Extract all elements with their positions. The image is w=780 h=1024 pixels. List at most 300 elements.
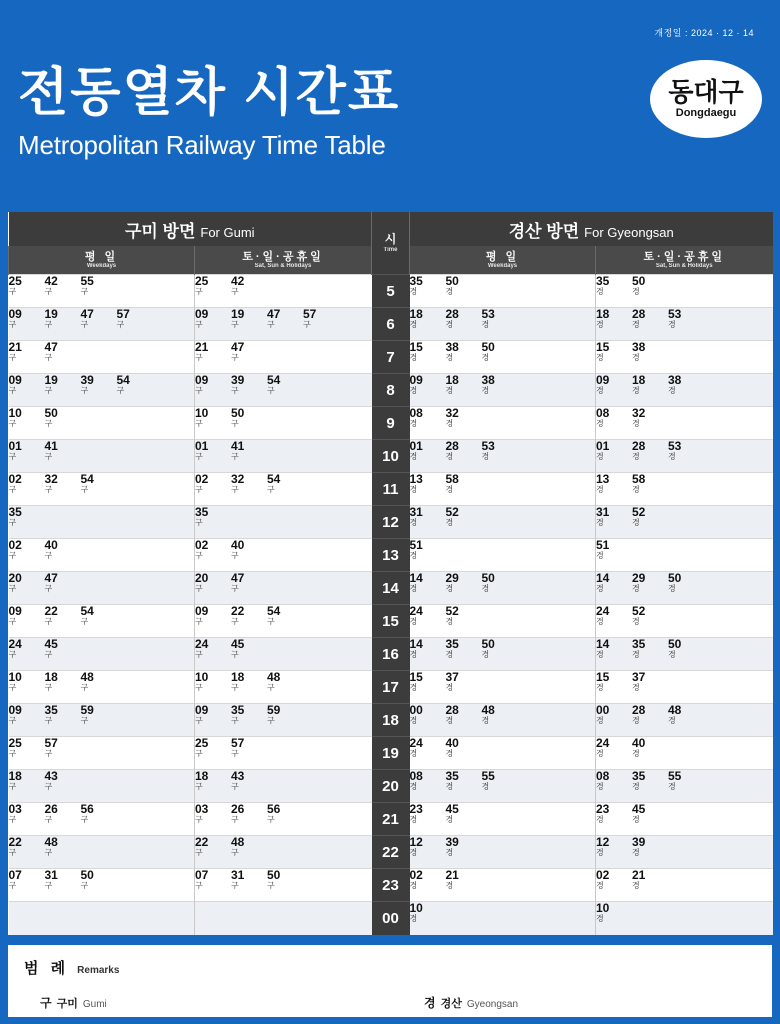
trip-minute: 28	[632, 439, 646, 453]
trip-destination-code: 경	[632, 451, 640, 461]
trip-entry	[45, 275, 81, 296]
hour-cell: 11	[372, 473, 410, 506]
hour-cell: 15	[372, 605, 410, 638]
legend-item-gyeongsan	[424, 994, 518, 1011]
trip-entry	[45, 638, 81, 659]
trip-destination-code: 구	[8, 484, 17, 494]
trip-entry	[231, 605, 267, 626]
trip-destination-code: 경	[481, 352, 490, 362]
trip-minute: 20	[195, 571, 209, 585]
page-header	[0, 0, 780, 212]
trip-minute: 45	[632, 802, 646, 816]
trip-entry	[632, 803, 668, 824]
trip-entry	[9, 869, 45, 890]
trip-entry	[410, 407, 446, 428]
trip-entry	[596, 902, 632, 923]
label-holiday-en: Sat, Sun & Holidays	[254, 262, 312, 269]
trip-destination-code: 경	[409, 550, 418, 560]
trip-entry	[81, 275, 117, 296]
trip-minute: 50	[231, 406, 245, 420]
trip-destination-code: 구	[80, 484, 89, 494]
trip-destination-code: 구	[80, 682, 89, 692]
trip-destination-code: 구	[231, 484, 239, 494]
time-cell	[9, 704, 195, 737]
trip-destination-code: 구	[8, 451, 17, 461]
legend-label-gyeongsan-en: Gyeongsan	[466, 998, 519, 1010]
trip-minute: 14	[596, 637, 610, 651]
trip-minute: 00	[409, 703, 423, 717]
time-cell	[195, 671, 372, 704]
trip-entry	[410, 572, 446, 593]
trip-minute: 56	[80, 802, 94, 816]
time-cell	[410, 605, 596, 638]
trip-minute: 02	[8, 538, 22, 552]
trip-destination-code: 경	[445, 517, 454, 527]
trip-destination-code: 구	[195, 649, 203, 659]
trip-destination-code: 구	[195, 385, 203, 395]
trip-entry	[596, 506, 632, 527]
direction-header-gyeongsan	[410, 212, 773, 246]
trip-minute: 58	[632, 472, 646, 486]
time-cell	[195, 770, 372, 803]
trip-entry	[231, 704, 267, 725]
label-weekday-en-2: Weekdays	[487, 262, 518, 269]
trip-destination-code: 구	[44, 550, 53, 560]
trip-entry	[231, 374, 267, 395]
trip-entry	[195, 704, 231, 725]
trip-minute: 09	[195, 307, 209, 321]
time-cell	[410, 671, 596, 704]
trip-entry	[410, 341, 446, 362]
time-cell	[9, 605, 195, 638]
trip-entry	[410, 275, 446, 296]
trip-entry	[596, 737, 632, 758]
trip-minute: 39	[80, 373, 94, 387]
time-cell	[410, 341, 596, 374]
direction-gyeongsan-english: For Gyeongsan	[584, 224, 674, 240]
trip-minute: 52	[632, 505, 646, 519]
trip-destination-code: 구	[231, 748, 239, 758]
trip-entry	[81, 704, 117, 725]
trip-minute: 57	[116, 307, 130, 321]
time-cell	[9, 869, 195, 902]
trip-destination-code: 경	[596, 649, 604, 659]
trip-minute: 54	[80, 604, 94, 618]
trip-destination-code: 구	[231, 682, 239, 692]
time-cell	[195, 638, 372, 671]
trip-entry	[632, 275, 668, 296]
trip-entry	[410, 308, 446, 329]
time-cell	[410, 869, 596, 902]
trip-entry	[668, 440, 704, 461]
trip-destination-code: 구	[195, 616, 203, 626]
trip-minute: 09	[596, 373, 610, 387]
trip-entry	[9, 506, 45, 527]
trip-entry	[231, 638, 267, 659]
trip-minute: 18	[8, 769, 22, 783]
time-cell	[195, 473, 372, 506]
daytype-header-gumi-weekday	[9, 246, 195, 275]
trip-entry	[231, 803, 267, 824]
trip-destination-code: 구	[44, 715, 53, 725]
trip-destination-code: 경	[445, 847, 454, 857]
trip-minute: 15	[596, 340, 610, 354]
trip-entry	[482, 341, 518, 362]
trip-entry	[9, 539, 45, 560]
hour-header-korean: 시	[384, 231, 397, 246]
trip-minute: 55	[80, 274, 94, 288]
trip-minute: 01	[596, 439, 610, 453]
trip-minute: 50	[445, 274, 459, 288]
trip-entry	[632, 836, 668, 857]
trip-destination-code: 경	[445, 616, 454, 626]
table-row	[9, 374, 773, 407]
trip-minute: 08	[409, 769, 423, 783]
trip-minute: 35	[44, 703, 58, 717]
trip-entry	[267, 308, 303, 329]
trip-destination-code: 구	[44, 847, 53, 857]
trip-minute: 29	[445, 571, 459, 585]
time-cell	[596, 275, 773, 308]
trip-minute: 28	[632, 307, 646, 321]
trip-destination-code: 구	[80, 319, 89, 329]
trip-minute: 50	[481, 340, 495, 354]
trip-minute: 50	[668, 637, 682, 651]
trip-entry	[596, 605, 632, 626]
trip-destination-code: 구	[195, 748, 203, 758]
time-cell	[410, 473, 596, 506]
trip-entry	[446, 407, 482, 428]
trip-minute: 15	[596, 670, 610, 684]
trip-entry	[81, 671, 117, 692]
trip-destination-code: 경	[596, 847, 604, 857]
timetable-board	[8, 212, 772, 935]
time-cell	[195, 836, 372, 869]
legend-code-gyeongsan: 경	[424, 995, 436, 1010]
hour-cell: 00	[372, 902, 410, 935]
trip-minute: 01	[195, 439, 209, 453]
trip-entry	[195, 308, 231, 329]
trip-entry	[231, 770, 267, 791]
trip-destination-code: 경	[596, 418, 604, 428]
time-cell	[195, 869, 372, 902]
table-row	[9, 902, 773, 935]
trip-entry	[45, 341, 81, 362]
trip-minute: 55	[481, 769, 495, 783]
trip-destination-code: 구	[231, 715, 239, 725]
trip-minute: 35	[632, 769, 646, 783]
trip-minute: 38	[445, 340, 459, 354]
trip-minute: 02	[8, 472, 22, 486]
trip-destination-code: 경	[632, 418, 640, 428]
trip-entry	[45, 407, 81, 428]
trip-destination-code: 경	[596, 682, 604, 692]
trip-entry	[81, 803, 117, 824]
trip-entry	[81, 308, 117, 329]
trip-entry	[410, 506, 446, 527]
trip-entry	[410, 671, 446, 692]
trip-minute: 40	[632, 736, 646, 750]
trip-entry	[267, 704, 303, 725]
table-row	[9, 539, 773, 572]
hour-cell: 19	[372, 737, 410, 770]
trip-entry	[632, 473, 668, 494]
time-cell	[195, 539, 372, 572]
trip-destination-code: 구	[116, 385, 125, 395]
trip-destination-code: 경	[481, 451, 490, 461]
trip-entry	[9, 836, 45, 857]
trip-destination-code: 구	[8, 715, 17, 725]
trip-entry	[231, 341, 267, 362]
trip-entry	[446, 275, 482, 296]
trip-entry	[231, 308, 267, 329]
time-cell	[596, 704, 773, 737]
trip-entry	[596, 539, 632, 560]
time-cell	[9, 275, 195, 308]
time-cell	[195, 407, 372, 440]
trip-minute: 31	[596, 505, 610, 519]
trip-minute: 18	[596, 307, 610, 321]
trip-minute: 25	[8, 274, 22, 288]
trip-entry	[446, 308, 482, 329]
time-cell	[195, 374, 372, 407]
trip-entry	[446, 572, 482, 593]
trip-destination-code: 구	[44, 286, 53, 296]
trip-minute: 28	[445, 703, 459, 717]
trip-entry	[410, 539, 446, 560]
trip-destination-code: 구	[267, 484, 275, 494]
trip-entry	[596, 374, 632, 395]
trip-destination-code: 구	[8, 517, 17, 527]
trip-minute: 45	[231, 637, 245, 651]
trip-minute: 09	[195, 373, 209, 387]
trip-destination-code: 구	[44, 814, 53, 824]
trip-entry	[9, 671, 45, 692]
trip-destination-code: 경	[409, 385, 418, 395]
trip-entry	[195, 572, 231, 593]
trip-minute: 25	[8, 736, 22, 750]
table-row	[9, 638, 773, 671]
trip-entry	[9, 737, 45, 758]
trip-destination-code: 경	[632, 847, 640, 857]
time-cell	[410, 308, 596, 341]
trip-entry	[195, 473, 231, 494]
trip-entry	[117, 308, 153, 329]
trip-minute: 48	[267, 670, 281, 684]
trip-destination-code: 경	[632, 649, 640, 659]
trip-destination-code: 경	[409, 913, 418, 923]
trip-destination-code: 경	[668, 583, 676, 593]
trip-destination-code: 경	[596, 616, 604, 626]
label-weekday-kr-2: 평 일	[485, 250, 520, 263]
trip-minute: 42	[44, 274, 58, 288]
trip-minute: 31	[409, 505, 423, 519]
trip-entry	[668, 638, 704, 659]
trip-minute: 25	[195, 736, 209, 750]
trip-minute: 48	[668, 703, 682, 717]
trip-minute: 09	[8, 307, 22, 321]
table-row	[9, 473, 773, 506]
trip-destination-code: 경	[409, 319, 418, 329]
trip-minute: 08	[596, 769, 610, 783]
trip-minute: 35	[596, 274, 610, 288]
trip-minute: 53	[668, 439, 682, 453]
time-cell-empty	[195, 902, 372, 935]
time-cell	[9, 737, 195, 770]
trip-entry	[482, 440, 518, 461]
trip-destination-code: 경	[632, 616, 640, 626]
trip-entry	[446, 671, 482, 692]
trip-minute: 07	[195, 868, 209, 882]
table-row	[9, 275, 773, 308]
trip-destination-code: 구	[8, 880, 17, 890]
hour-column-header	[372, 212, 410, 275]
trip-minute: 28	[445, 439, 459, 453]
trip-destination-code: 경	[632, 781, 640, 791]
trip-minute: 21	[8, 340, 22, 354]
trip-destination-code: 경	[632, 517, 640, 527]
time-cell	[410, 275, 596, 308]
trip-minute: 13	[409, 472, 423, 486]
trip-destination-code: 구	[8, 385, 17, 395]
trip-entry	[9, 605, 45, 626]
time-cell	[596, 803, 773, 836]
trip-destination-code: 구	[267, 715, 275, 725]
trip-destination-code: 경	[445, 748, 454, 758]
hour-cell: 12	[372, 506, 410, 539]
trip-entry	[231, 407, 267, 428]
trip-minute: 26	[44, 802, 58, 816]
trip-minute: 57	[231, 736, 245, 750]
trip-destination-code: 경	[409, 583, 418, 593]
trip-entry	[45, 308, 81, 329]
direction-gyeongsan-korean: 경산 방면	[508, 221, 580, 241]
trip-minute: 47	[267, 307, 281, 321]
time-cell	[596, 671, 773, 704]
time-cell	[596, 539, 773, 572]
trip-destination-code: 구	[44, 583, 53, 593]
time-cell	[195, 308, 372, 341]
trip-destination-code: 구	[267, 385, 275, 395]
trip-minute: 10	[8, 670, 22, 684]
trip-destination-code: 경	[668, 451, 676, 461]
trip-destination-code: 경	[596, 913, 604, 923]
trip-destination-code: 경	[445, 385, 454, 395]
time-cell	[9, 803, 195, 836]
trip-entry	[446, 374, 482, 395]
time-cell	[410, 572, 596, 605]
trip-minute: 50	[632, 274, 646, 288]
trip-entry	[9, 374, 45, 395]
time-cell	[410, 902, 596, 935]
trip-entry	[596, 473, 632, 494]
trip-entry	[195, 671, 231, 692]
trip-minute: 51	[596, 538, 610, 552]
time-cell	[195, 341, 372, 374]
trip-minute: 53	[668, 307, 682, 321]
legend-title-korean: 범 례	[24, 959, 70, 977]
trip-minute: 01	[409, 439, 423, 453]
trip-destination-code: 경	[596, 550, 604, 560]
daytype-header-gyeongsan-weekday	[410, 246, 596, 275]
trip-minute: 22	[44, 604, 58, 618]
trip-entry	[9, 473, 45, 494]
table-row	[9, 605, 773, 638]
trip-minute: 48	[231, 835, 245, 849]
time-cell	[410, 704, 596, 737]
time-cell	[9, 836, 195, 869]
hour-cell: 18	[372, 704, 410, 737]
trip-destination-code: 경	[596, 319, 604, 329]
trip-destination-code: 경	[596, 715, 604, 725]
trip-minute: 10	[8, 406, 22, 420]
trip-destination-code: 경	[632, 583, 640, 593]
hour-cell: 8	[372, 374, 410, 407]
trip-minute: 51	[409, 538, 423, 552]
revision-date: 개정일 : 2024 · 12 · 14	[654, 28, 754, 38]
trip-minute: 21	[445, 868, 459, 882]
trip-destination-code: 경	[481, 583, 490, 593]
legend-title-english: Remarks	[77, 964, 120, 976]
trip-minute: 22	[195, 835, 209, 849]
trip-entry	[9, 704, 45, 725]
time-cell	[9, 572, 195, 605]
trip-entry	[267, 605, 303, 626]
trip-destination-code: 구	[195, 814, 203, 824]
trip-destination-code: 경	[409, 484, 418, 494]
trip-minute: 18	[409, 307, 423, 321]
trip-entry	[410, 704, 446, 725]
trip-entry	[231, 440, 267, 461]
table-row	[9, 836, 773, 869]
trip-minute: 09	[8, 703, 22, 717]
trip-entry	[45, 836, 81, 857]
time-cell	[596, 374, 773, 407]
trip-destination-code: 경	[596, 385, 604, 395]
trip-entry	[410, 638, 446, 659]
label-holiday-kr-2: 토·일·공휴일	[643, 250, 725, 263]
trip-destination-code: 경	[596, 484, 604, 494]
trip-minute: 50	[44, 406, 58, 420]
table-row	[9, 671, 773, 704]
trip-destination-code: 구	[231, 814, 239, 824]
trip-minute: 42	[231, 274, 245, 288]
trip-minute: 38	[668, 373, 682, 387]
trip-entry	[410, 374, 446, 395]
trip-minute: 43	[231, 769, 245, 783]
trip-entry	[632, 374, 668, 395]
trip-destination-code: 구	[231, 451, 239, 461]
timetable	[8, 212, 773, 935]
trip-minute: 22	[8, 835, 22, 849]
trip-destination-code: 경	[596, 880, 604, 890]
trip-entry	[596, 836, 632, 857]
trip-entry	[668, 572, 704, 593]
trip-destination-code: 구	[44, 352, 53, 362]
trip-entry	[596, 638, 632, 659]
trip-minute: 01	[8, 439, 22, 453]
trip-destination-code: 구	[44, 748, 53, 758]
trip-minute: 37	[445, 670, 459, 684]
trip-entry	[267, 374, 303, 395]
trip-entry	[231, 539, 267, 560]
trip-minute: 09	[195, 703, 209, 717]
trip-entry	[668, 374, 704, 395]
trip-minute: 54	[267, 472, 281, 486]
time-cell	[195, 605, 372, 638]
trip-entry	[596, 440, 632, 461]
trip-destination-code: 구	[195, 715, 203, 725]
